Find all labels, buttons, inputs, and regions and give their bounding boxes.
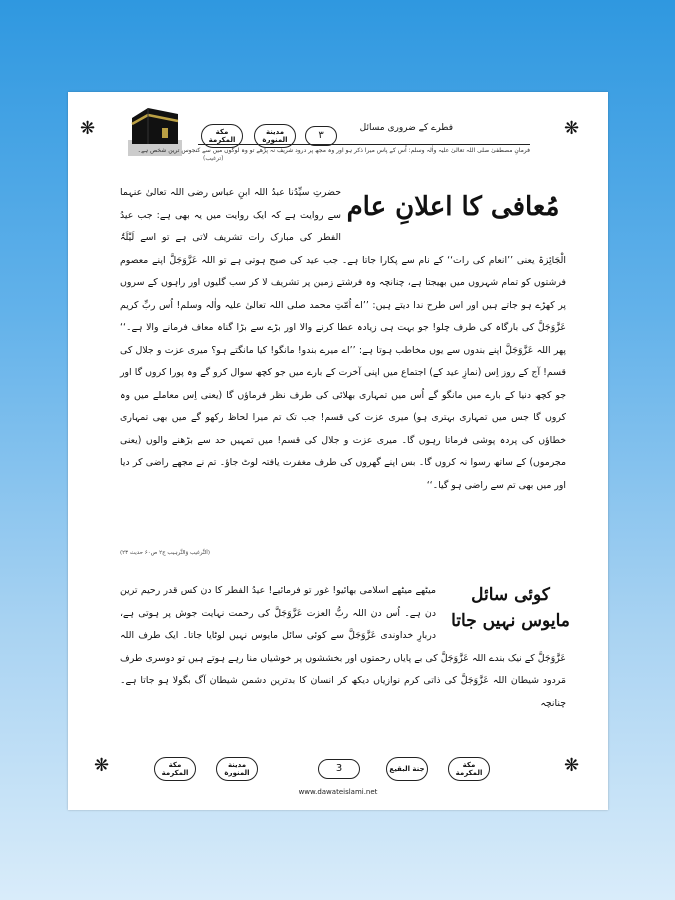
floral-ornament-icon: ❋ [564,118,580,139]
floral-ornament-icon: ❋ [80,118,96,139]
header-title: فطرے کے ضروری مسائل [359,123,453,133]
section-title-saail: کوئی سائل مایوس نہیں جاتا [451,585,570,631]
header-badge-makkah: مكة المكرمة [201,124,243,148]
footer-badge-baqi: جنة البقيع [386,757,428,781]
footer-badge-makkah: مكة المكرمة [154,757,196,781]
section-title-maafi: مُعافی کا اعلانِ عام [346,192,560,222]
paragraph-text: حضرتِ سیِّدُنا عبدُ اللہ ابنِ عباس رضی اللہ تعالیٰ عنہما سے روایت ہے کہ ایک روایت میں یہ بھی ہے: جب عیدُ الفطر کی مبارک رات تشریف لاتی ہے تو اسے لَیْلَۃُ الْجَائِزۃ یعنی ’’انعام کی رات‘‘ کے نام سے پکارا جاتا ہے۔ جب عید کی صبح ہوتی ہے تو اللہ عَزَّوَجَلَّ اپنے معصوم فرشتوں کو تمام شہروں میں بھیجتا ہے، چنانچہ وہ فرشتے زمین پر تشریف لا کر سب گلیوں اور راہوں کے سروں پر کھڑے ہو جاتے ہیں اور اس طرح ندا دیتے ہیں: ’’اے اُمّتِ محمد صلی اللہ تعالیٰ علیہ واٰلہ وسلم! اُس ربِّ کریم عَزَّوَجَلَّ کی بارگاہ کی طرف چلو! جو بہت ہی زیادہ عطا کرنے والا اور بڑے سے بڑا گناہ معاف فرمانے والا ہے۔‘‘ پھر اللہ عَزَّوَجَلَّ اپنے بندوں سے یوں مخاطب ہوتا ہے: ’’اے میرے بندو! مانگو! کیا مانگتے ہو؟ میری عزت و جلال کی قسم! آج کے روز اِس (نمازِ عید کے) اجتماع میں اپنی آخرت کے بارے میں جو کچھ سوال کرو گے وہ پورا کروں گا اور جو کچھ دنیا کے بارے میں مانگو گے اُس میں تمہاری بھلائی کی طرف نظر فرماؤں گا (یعنی اِس معاملے میں وہ کروں گا جس میں تمہاری بہتری ہو) میری عزت کی قسم! جب تک تم میرا لحاظ رکھو گے میں بھی تمہاری خطاؤں کی پردہ پوشی فرماتا رہوں گا۔ میری عزت و جلال کی قسم! میں تمہیں حد سے بڑھنے والوں (یعنی مجرموں) کے ساتھ رسوا نہ کروں گا۔ بس اپنے گھروں کی طرف مغفرت یافتہ لوٹ جاؤ۔ تم نے مجھے راضی کر دیا اور میں بھی تم سے راضی ہو گیا۔‘‘ [120,187,566,491]
document-page [68,92,608,810]
header-badge-madinah: مدينة المنورة [254,124,296,148]
header-page-number: ٣ [305,126,337,146]
section-paragraph-saail [120,580,566,750]
header-divider [198,144,530,145]
footer-badge-madinah: مدينة المنورة [216,757,258,781]
reference-citation: (اَلتَّرغیب وَالتَّرہیب ج۲ ص۶۰ حدیث ۲۳) [120,550,210,556]
floral-ornament-icon: ❋ [94,755,110,776]
header-subline: فرمانِ مصطفیٰ صلی اللہ تعالیٰ علیہ واٰلہ وسلم: اُس کے پاس میرا ذکر ہو اور وہ مجھ پر درود شریف نہ پڑھے تو وہ لوگوں میں سے کنجوس ترین شخص ہے۔ [137,147,530,154]
header-subline-ref: (ترغیب) [203,155,224,162]
paragraph-text: میٹھے میٹھے اسلامی بھائیو! غور تو فرمائیے! عیدُ الفطر کا دن کس قدر رحیم ترین دن ہے۔ اُس دن اللہ ربُّ العزت عَزَّوَجَلَّ کی رحمت نہایت جوش پر ہوتی ہے، دربارِ خداوندی عَزَّوَجَلَّ سے کوئی سائل مایوس نہیں لوٹایا جاتا۔ ایک طرف اللہ عَزَّوَجَلَّ کے نیک بندے اللہ عَزَّوَجَلَّ کی بے پایاں رحمتوں اور بخششوں پر خوشیاں منا رہے ہوتے ہیں تو دوسری طرف مَردود شیطان اللہ عَزَّوَجَلَّ کی ذاتی کرم نوازیاں دیکھ کر انسان کا بدترین دشمن شیطان آگ بگولا ہو جاتا ہے۔ چنانچہ [120,585,566,709]
footer-page-number: 3 [318,759,360,779]
website-url: www.dawateislami.net [298,788,378,796]
section-paragraph-maafi [120,182,566,558]
page-footer [68,747,608,787]
footer-badge-makkah-2: مكة المكرمة [448,757,490,781]
floral-ornament-icon: ❋ [564,755,580,776]
page-header [68,92,608,174]
